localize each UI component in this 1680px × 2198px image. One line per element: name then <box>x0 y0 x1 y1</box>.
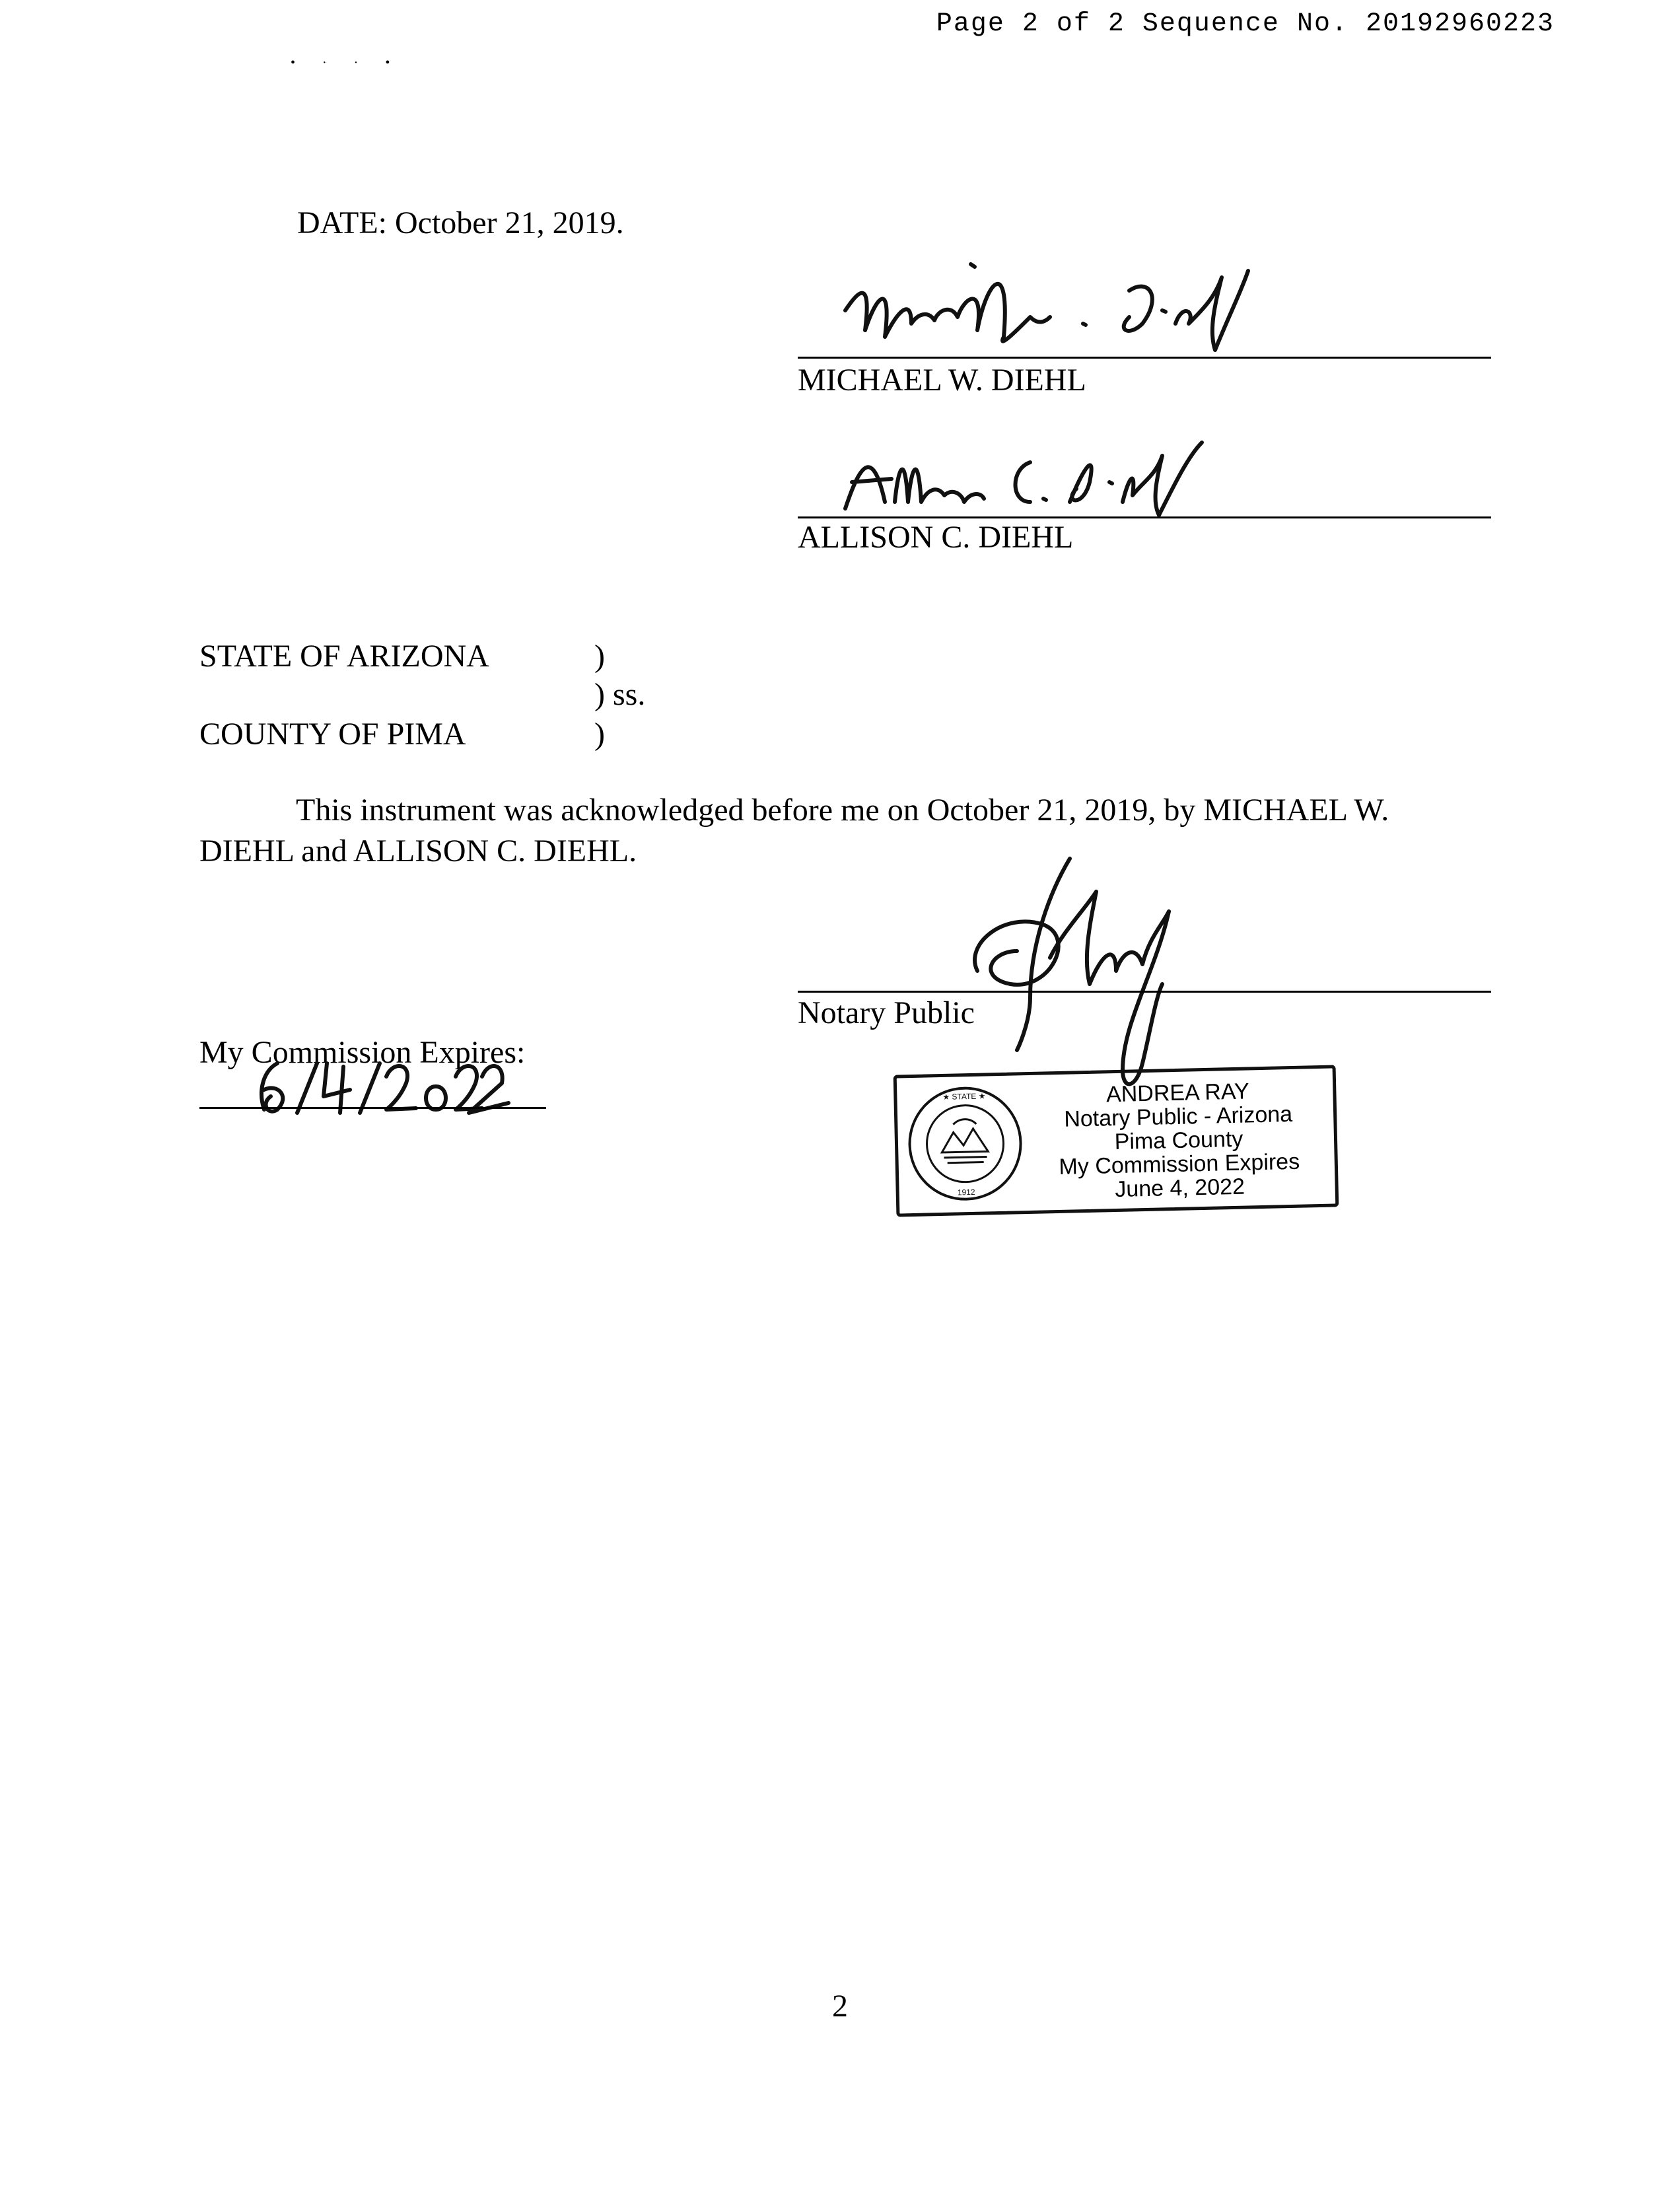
arizona-state-seal-icon <box>906 1084 1024 1203</box>
stamp-county: Pima County <box>1114 1126 1243 1155</box>
signature-line-allison <box>798 516 1491 518</box>
stamp-notary-title: Notary Public - Arizona <box>1063 1101 1293 1132</box>
svg-text:1912: 1912 <box>957 1187 975 1197</box>
stamp-commission-date: June 4, 2022 <box>1114 1174 1245 1203</box>
venue-paren-1: ) <box>594 639 605 674</box>
notary-public-label: Notary Public <box>798 995 975 1030</box>
acknowledgment-paragraph <box>199 790 1481 872</box>
page-sequence-header: Page 2 of 2 Sequence No. 20192960223 <box>936 9 1555 39</box>
stamp-commission-label: My Commission Expires <box>1059 1149 1300 1180</box>
allison-diehl-signature <box>832 429 1228 522</box>
notary-stamp <box>893 1065 1339 1217</box>
stamp-notary-name: ANDREA RAY <box>1105 1079 1250 1108</box>
venue-paren-3: ) <box>594 717 605 752</box>
svg-text:★ STATE ★: ★ STATE ★ <box>942 1091 986 1102</box>
venue-ss: ) ss. <box>594 677 646 712</box>
signature-line-michael <box>798 357 1491 359</box>
commission-expires-label: My Commission Expires: <box>199 1035 526 1070</box>
venue-county: COUNTY OF PIMA <box>199 717 466 752</box>
signature-line-notary <box>798 991 1491 993</box>
signer-name-allison: ALLISON C. DIEHL <box>798 520 1074 555</box>
page-number: 2 <box>832 1989 848 2024</box>
notary-signature <box>951 852 1228 1096</box>
signer-name-michael: MICHAEL W. DIEHL <box>798 363 1086 398</box>
commission-date-handwritten <box>244 1050 508 1123</box>
commission-date-line <box>199 1107 546 1109</box>
venue-state: STATE OF ARIZONA <box>199 639 489 674</box>
scan-artifact: • · · • <box>291 55 402 70</box>
acknowledgment-text: This instrument was acknowledged before me on October 21, 2019, by MICHAEL W. DIEHL and ALLISON C. DIEHL. <box>199 793 1389 869</box>
date-line: DATE: October 21, 2019. <box>297 205 624 240</box>
